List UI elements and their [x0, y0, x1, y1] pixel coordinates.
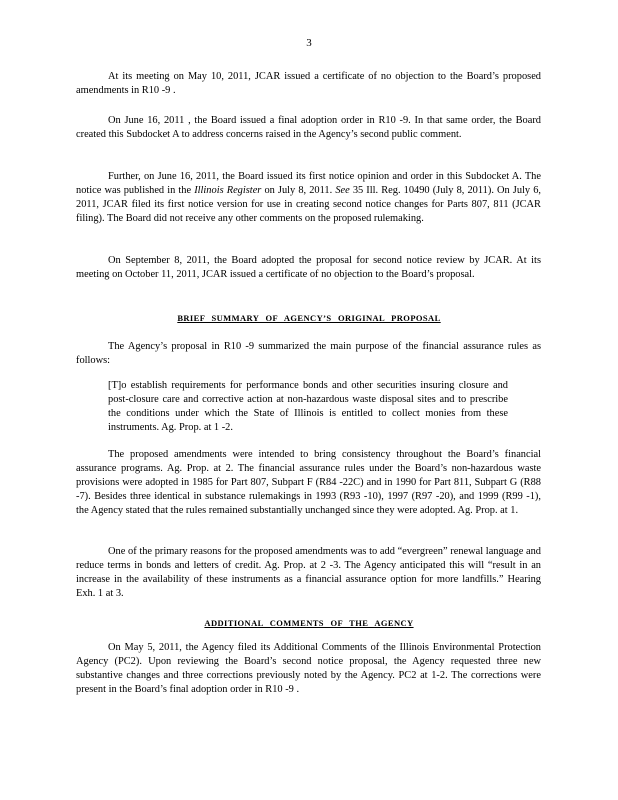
paragraph-proposed-amendments: The proposed amendments were intended to bring consistency throughout the Board’s financial assurance programs. Ag. Prop. at 2. The financial assurance rules under the Board’s non-hazardous waste provisions were adopted in 1985 for Part 807, Subpart F (R84 -22C) and in 1990 for Part 811, Subpart G (R88 -7). Besides three identical in substance rulemakings in 1993 (R93 -10), 1997 (R97 -20), and 1999 (R99 -1), the Agency stated that the rules remained substantially unchanged since they were adopted. Ag. Prop. at 1.: [76, 449, 541, 516]
paragraph-jcar-certificate: At its meeting on May 10, 2011, JCAR issued a certificate of no objection to the Board’s proposed amendments in R10 -9 .: [76, 71, 541, 96]
first-notice-text-b: on July 8, 2011.: [261, 185, 336, 196]
heading-brief-summary: [0, 311, 618, 325]
paragraph-agency-proposal: The Agency’s proposal in R10 -9 summarized the main purpose of the financial assurance rules as follows:: [76, 341, 541, 366]
paragraph-second-notice: On September 8, 2011, the Board adopted the proposal for second notice review by JCAR. At its meeting on October 11, 2011, JCAR issued a certificate of no objection to the Board’s proposal.: [76, 255, 541, 280]
heading-brief-summary-text: BRIEF SUMMARY OF AGENCY’S ORIGINAL PROPOSAL: [177, 313, 441, 323]
paragraph-first-notice: [76, 170, 541, 226]
first-notice-text-a: Further, on June 16, 2011, the Board issued its first notice opinion and order in this Subdocket A. The notice was published in the: [76, 171, 541, 196]
first-notice-text-c: 35 Ill. Reg. 10490 (July 8, 2011). On July 6, 2011, JCAR filed its first notice version for use in creating second notice changes for Parts 807, 811 (JCAR filing). The Board did not receive any other comments on the proposed rulemaking.: [76, 185, 542, 224]
heading-additional-comments-text: ADDITIONAL COMMENTS OF THE AGENCY: [204, 618, 414, 628]
illinois-register-italic: Illinois Register: [194, 185, 262, 196]
page-number: 3: [306, 37, 312, 49]
heading-additional-comments: [0, 616, 618, 630]
see-italic: See: [335, 185, 350, 196]
paragraph-final-adoption: On June 16, 2011 , the Board issued a final adoption order in R10 -9. In that same order, the Board created this Subdocket A to address concerns raised in the Agency’s second public comment.: [76, 115, 541, 140]
paragraph-pc2: On May 5, 2011, the Agency filed its Additional Comments of the Illinois Environmental Protection Agency (PC2). Upon reviewing the Board’s second notice proposal, the Agency requested three new substantive changes and three corrections previously noted by the Agency. PC2 at 1-2. The corrections were present in the Board’s final adoption order in R10 -9 .: [76, 642, 541, 695]
block-quote: [T]o establish requirements for performance bonds and other securities insuring closure and post-closure care and corrective action at non-hazardous waste disposal sites and to prescribe the conditions under which the State of Illinois is entitled to collect monies from these instruments. Ag. Prop. at 1 -2.: [108, 380, 508, 433]
paragraph-primary-reasons: One of the primary reasons for the proposed amendments was to add “evergreen” renewal language and reduce terms in bonds and letters of credit. Ag. Prop. at 2 -3. The Agency anticipated this will “result in an increase in the availability of these instruments as a financial assurance option for more landfills.” Hearing Exh. 1 at 3.: [76, 546, 541, 599]
